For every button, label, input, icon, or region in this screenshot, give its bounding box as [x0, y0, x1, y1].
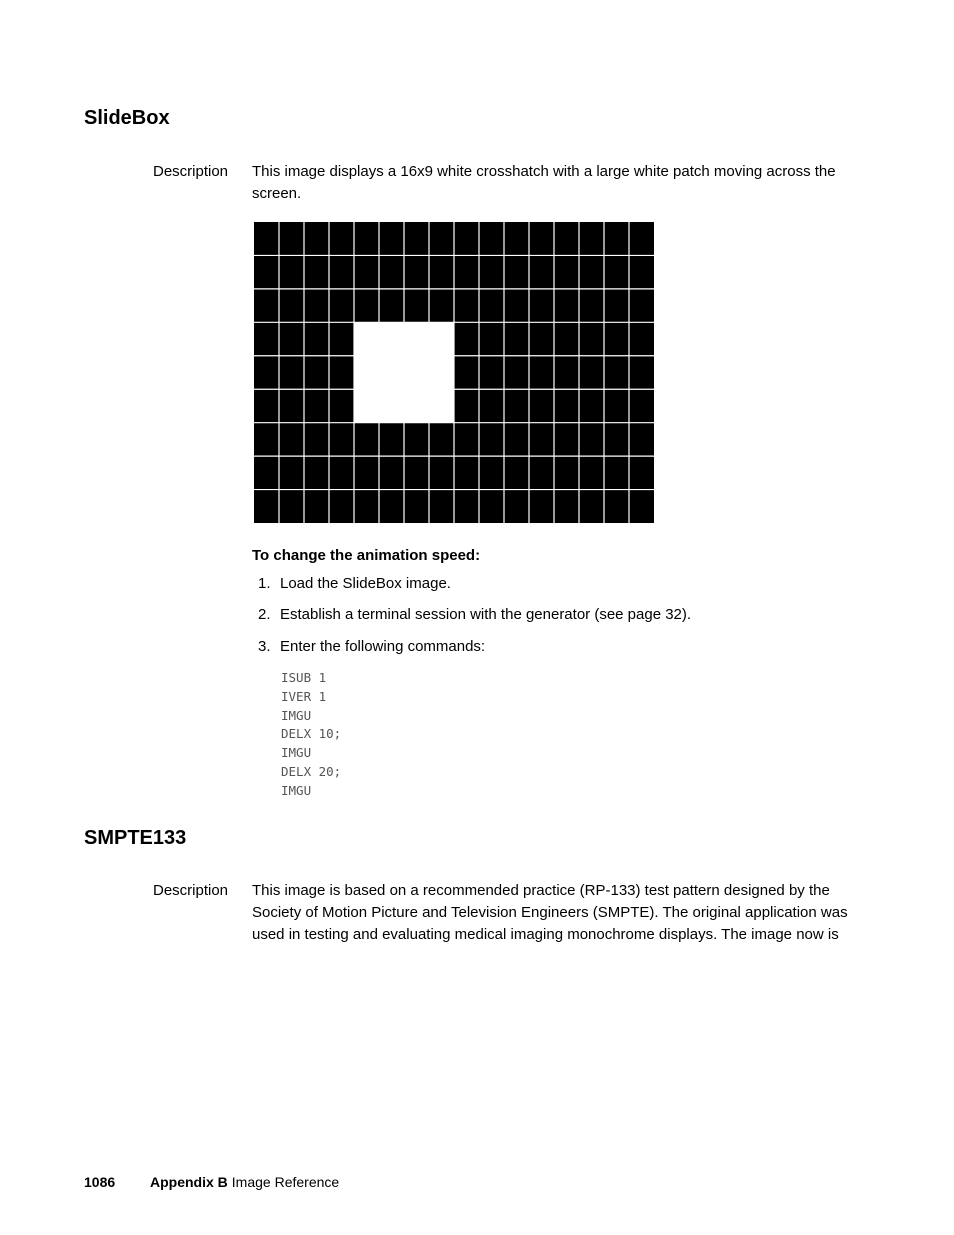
- command-line: IMGU: [281, 782, 312, 798]
- page-footer: [84, 1173, 339, 1191]
- description-text: This image displays a 16x9 white crosshatch with a large white patch moving across the screen.: [252, 163, 836, 202]
- description-label: Description: [153, 163, 229, 180]
- command-line: DELX 20;: [281, 763, 342, 779]
- slidebox-crosshatch-figure: [254, 222, 654, 523]
- step-text: Establish a terminal session with the generator (see page 32).: [280, 606, 692, 623]
- step-number: 1.: [258, 575, 271, 592]
- section-title-smpte133: SMPTE133: [84, 827, 187, 849]
- footer-section: Image Reference: [231, 1174, 340, 1190]
- procedure-step: [258, 605, 691, 625]
- step-number: 2.: [258, 606, 271, 623]
- command-line: IMGU: [281, 745, 312, 761]
- white-patch: [354, 322, 454, 422]
- procedure-step: [258, 637, 485, 657]
- command-line: DELX 10;: [281, 726, 342, 742]
- section-title-slidebox: SlideBox: [84, 107, 170, 129]
- page-number: 1086: [84, 1174, 116, 1190]
- step-text: Enter the following commands:: [280, 638, 486, 655]
- procedure-step: [258, 574, 451, 594]
- command-line: IMGU: [281, 707, 312, 723]
- command-block: [281, 669, 341, 801]
- step-text: Load the SlideBox image.: [280, 575, 451, 592]
- procedure-title: To change the animation speed:: [252, 547, 481, 564]
- description-label: Description: [153, 882, 229, 899]
- description-text: This image is based on a recommended practice (RP-133) test pattern designed by the Society of Motion Picture and Television Engineers (SMPTE). The original application was used in testing and evaluating medical imaging monochrome displays. The image now is: [252, 882, 848, 943]
- step-number: 3.: [258, 638, 271, 655]
- footer-appendix: Appendix B: [150, 1174, 228, 1190]
- command-line: ISUB 1: [281, 670, 327, 685]
- command-line: IVER 1: [281, 688, 327, 704]
